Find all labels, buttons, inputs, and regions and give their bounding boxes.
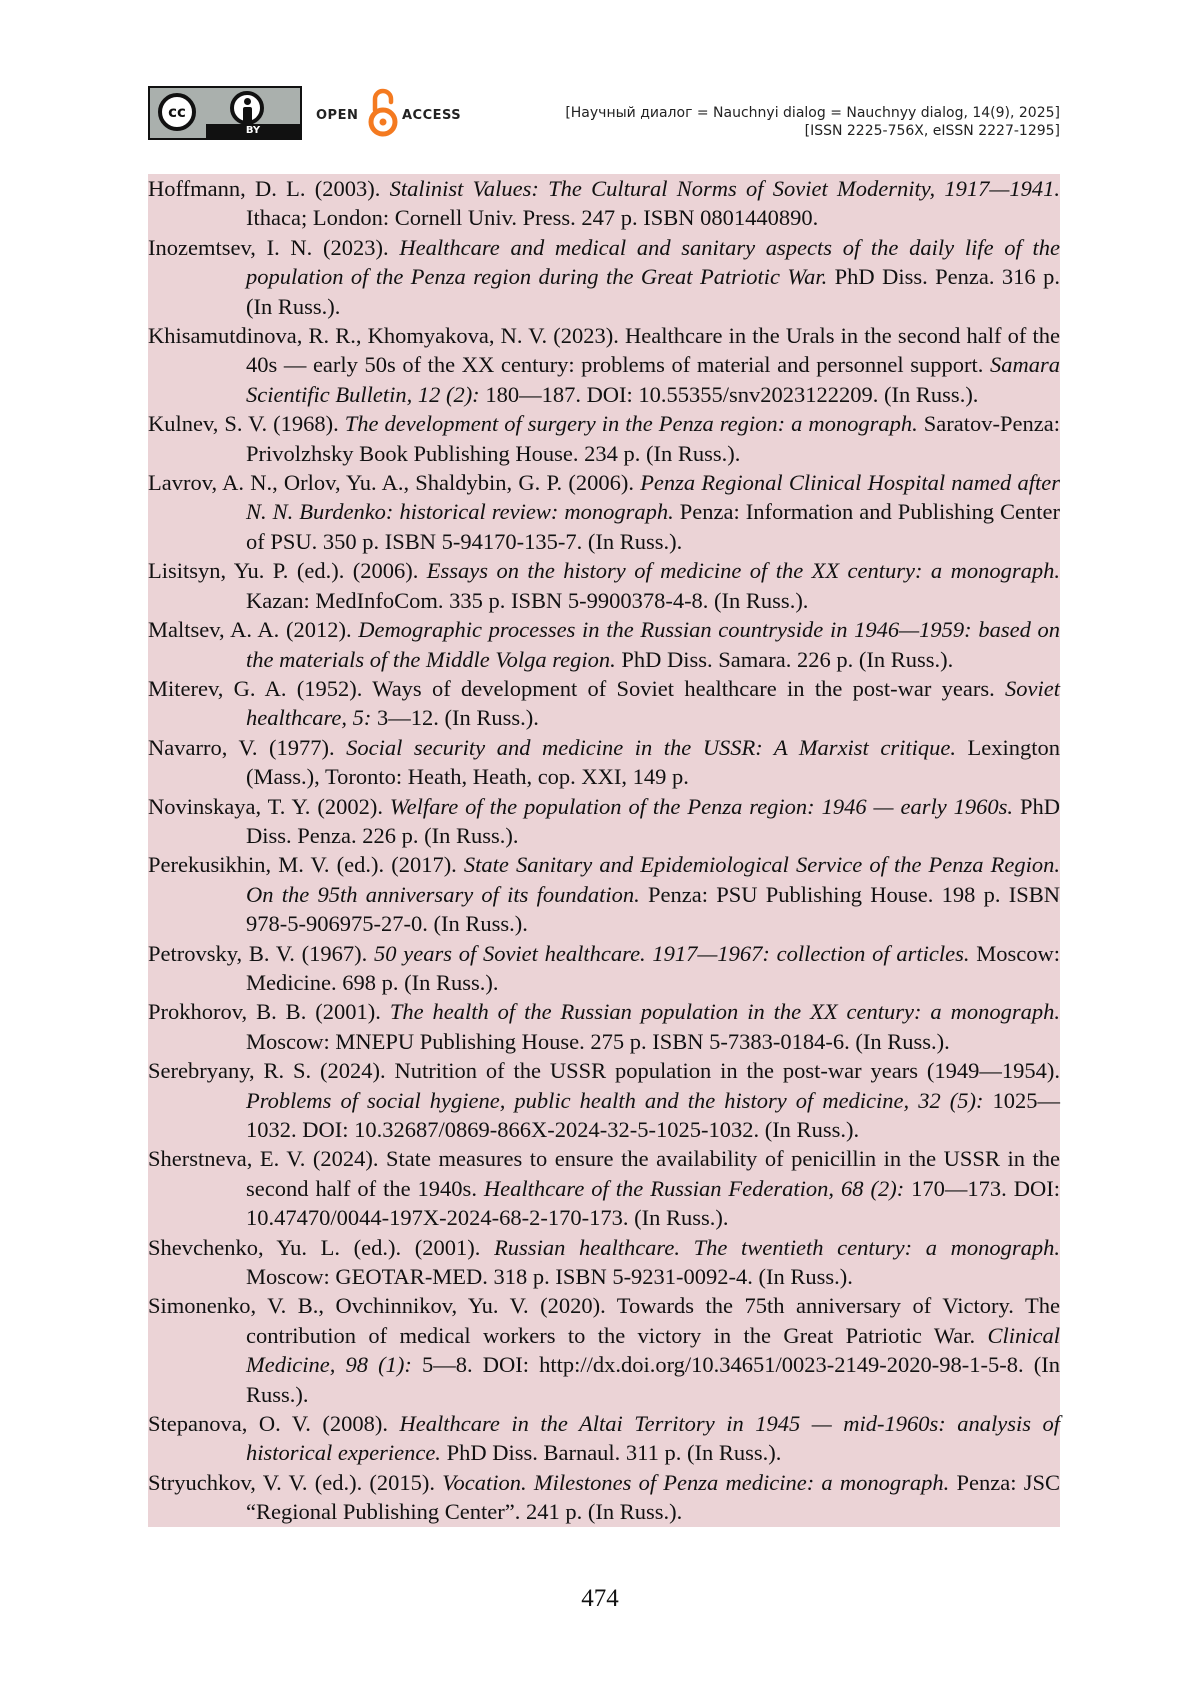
reference-author-part: Lavrov, A. N., Orlov, Yu. A., Shaldybin, G. P. (2006). — [148, 470, 641, 496]
reference-author-part: Kulnev, S. V. (1968). — [148, 411, 345, 437]
reference-author-part: Navarro, V. (1977). — [148, 734, 347, 760]
reference-entry — [148, 1144, 1060, 1232]
reference-author-part: Inozemtsev, I. N. (2023). — [148, 234, 400, 260]
reference-title-part: Soviet healthcare, 5: — [246, 675, 1060, 731]
reference-author-part: Novinskaya, T. Y. (2002). — [148, 793, 390, 819]
reference-author-part: Petrovsky, B. V. (1967). — [148, 940, 374, 966]
reference-publication-part: Moscow: GEOTAR-MED. 318 p. ISBN 5-9231-0092-4. (In Russ.). — [246, 1264, 853, 1290]
open-access-access-text: ACCESS — [402, 108, 462, 123]
reference-publication-part: PhD Diss. Penza. 316 p. (In Russ.). — [246, 264, 1060, 319]
reference-publication-part: 3—12. (In Russ.). — [371, 705, 539, 731]
reference-publication-part: PhD Diss. Samara. 226 p. (In Russ.). — [615, 646, 954, 672]
reference-publication-part: Penza: JSC “Regional Publishing Center”. 241 p. (In Russ.). — [246, 1469, 1061, 1525]
reference-author-part: Sherstneva, E. V. (2024). State measures to ensure the availability of penicillin in the USSR in the second half of the 1940s. — [148, 1146, 1060, 1201]
reference-title-part: Healthcare in the Altai Territory in 1945 — mid-1960s: analysis of historical experience. — [246, 1411, 1061, 1466]
reference-publication-part: 180—187. DOI: 10.55355/snv2023122209. (In Russ.). — [479, 381, 979, 407]
open-access-lock-icon — [368, 86, 398, 140]
reference-author-part: Perekusikhin, M. V. (ed.). (2017). — [148, 852, 464, 878]
cc-icon: cc — [158, 93, 196, 131]
journal-info — [565, 104, 1060, 140]
reference-title-part: Russian healthcare. The twentieth century: a monograph. — [494, 1234, 1060, 1260]
reference-author-part: Hoffmann, D. L. (2003). — [148, 176, 390, 201]
page-number: 474 — [581, 1585, 619, 1612]
reference-author-part: Shevchenko, Yu. L. (ed.). (2001). — [148, 1234, 495, 1260]
reference-publication-part: Ithaca; London: Cornell Univ. Press. 247 p. ISBN 0801440890. — [246, 205, 819, 231]
reference-entry — [148, 321, 1060, 409]
reference-author-part: Prokhorov, B. B. (2001). — [148, 999, 390, 1025]
attribution-icon — [230, 91, 264, 125]
reference-author-part: Miterev, G. A. (1952). Ways of development of Soviet healthcare in the post-war years. — [148, 675, 1006, 701]
reference-title-part: Demographic processes in the Russian countryside in 1946—1959: based on the materials of the Middle Volga region. — [246, 617, 1061, 672]
reference-title-part: Essays on the history of medicine of the XX century: a monograph. — [426, 558, 1060, 584]
page-header — [148, 86, 1060, 142]
reference-title-part: Healthcare and medical and sanitary aspects of the daily life of the population of the Penza region during the Great Patriotic War. — [246, 234, 1060, 290]
reference-entry — [148, 1468, 1060, 1527]
journal-issn: [ISSN 2225-756X, eISSN 2227-1295] — [804, 123, 1060, 139]
reference-publication-part: PhD Diss. Penza. 226 p. (In Russ.). — [246, 793, 1060, 848]
reference-entry — [148, 939, 1060, 998]
reference-author-part: Maltsev, A. A. (2012). — [148, 617, 359, 643]
reference-author-part: Lisitsyn, Yu. P. (ed.). (2006). — [148, 558, 427, 584]
reference-author-part: Stepanova, O. V. (2008). — [148, 1411, 400, 1437]
reference-title-part: The health of the Russian population in the XX century: a monograph. — [389, 999, 1060, 1025]
reference-publication-part: 1025—1032. DOI: 10.32687/0869-866X-2024-32-5-1025-1032. (In Russ.). — [246, 1087, 1061, 1142]
reference-entry — [148, 1233, 1060, 1292]
journal-citation: [Научный диалог = Nauchnyi dialog = Nauchnyy dialog, 14(9), 2025] — [565, 105, 1060, 121]
reference-title-part: Samara Scientific Bulletin, 12 (2): — [246, 352, 1060, 407]
reference-publication-part: 5—8. DOI: http://dx.doi.org/10.34651/0023-2149-2020-98-1-5-8. (In Russ.). — [246, 1352, 1061, 1407]
reference-title-part: Healthcare of the Russian Federation, 68 (2): — [483, 1175, 905, 1201]
reference-publication-part: PhD Diss. Barnaul. 311 p. (In Russ.). — [440, 1440, 782, 1466]
reference-entry — [148, 556, 1060, 615]
reference-author-part: Khisamutdinova, R. R., Khomyakova, N. V. (2023). Healthcare in the Urals in the second half of the 40s — early 50s of the XX century: problems of material and personnel support. — [148, 323, 1060, 378]
open-access-open-text: OPEN — [316, 108, 359, 123]
reference-title-part: Welfare of the population of the Penza region: 1946 — early 1960s. — [389, 793, 1014, 819]
cc-by-license-icon[interactable] — [148, 86, 302, 140]
reference-entry — [148, 615, 1060, 674]
reference-publication-part: Moscow: MNEPU Publishing House. 275 p. ISBN 5-7383-0184-6. (In Russ.). — [246, 1028, 950, 1054]
reference-publication-part: Saratov-Penza: Privolzhsky Book Publishing House. 234 p. (In Russ.). — [246, 411, 1060, 466]
reference-title-part: 50 years of Soviet healthcare. 1917—1967: collection of articles. — [373, 940, 970, 966]
reference-entry — [148, 468, 1060, 556]
reference-entry — [148, 1291, 1060, 1409]
reference-publication-part: Penza: Information and Publishing Center of PSU. 350 p. ISBN 5-94170-135-7. (In Russ.). — [246, 499, 1060, 554]
reference-publication-part: Lexington (Mass.), Toronto: Heath, Heath, cop. XXI, 149 p. — [246, 734, 1060, 790]
reference-entry — [148, 174, 1060, 233]
reference-title-part: Social security and medicine in the USSR: A Marxist critique. — [346, 734, 956, 760]
by-label: BY — [206, 124, 300, 138]
reference-entry — [148, 409, 1060, 468]
reference-publication-part: Kazan: MedInfoCom. 335 p. ISBN 5-9900378-4-8. (In Russ.). — [246, 587, 809, 613]
reference-entry — [148, 674, 1060, 733]
reference-entry — [148, 733, 1060, 792]
reference-title-part: Stalinist Values: The Cultural Norms of Soviet Modernity, 1917—1941. — [389, 176, 1061, 201]
reference-title-part: State Sanitary and Epidemiological Service of the Penza Region. On the 95th anniversary of its foundation. — [246, 852, 1060, 907]
reference-publication-part: Penza: PSU Publishing House. 198 p. ISBN 978-5-906975-27-0. (In Russ.). — [246, 881, 1060, 937]
reference-author-part: Stryuchkov, V. V. (ed.). (2015). — [148, 1469, 443, 1495]
reference-entry — [148, 233, 1060, 321]
reference-title-part: Penza Regional Clinical Hospital named after N. N. Burdenko: historical review: monograph. — [246, 470, 1060, 525]
reference-publication-part: 170—173. DOI: 10.47470/0044-197X-2024-68-2-170-173. (In Russ.). — [246, 1175, 1060, 1231]
open-access-logo — [316, 86, 466, 140]
reference-title-part: The development of surgery in the Penza region: a monograph. — [344, 411, 918, 437]
reference-entry — [148, 792, 1060, 851]
reference-entry — [148, 997, 1060, 1056]
reference-list — [148, 174, 1060, 1527]
reference-publication-part: Moscow: Medicine. 698 p. (In Russ.). — [246, 940, 1060, 995]
reference-author-part: Serebryany, R. S. (2024). Nutrition of the USSR population in the post-war years (1949—1954). — [148, 1058, 1060, 1084]
reference-title-part: Vocation. Milestones of Penza medicine: a monograph. — [442, 1469, 950, 1495]
reference-entry — [148, 1056, 1060, 1144]
reference-author-part: Simonenko, V. B., Ovchinnikov, Yu. V. (2020). Towards the 75th anniversary of Victory. The contribution of medical workers to the victory in the Great Patriotic War. — [148, 1293, 1060, 1348]
reference-title-part: Clinical Medicine, 98 (1): — [246, 1322, 1060, 1378]
reference-title-part: Problems of social hygiene, public health and the history of medicine, 32 (5): — [246, 1087, 984, 1113]
reference-entry — [148, 850, 1060, 938]
reference-entry — [148, 1409, 1060, 1468]
